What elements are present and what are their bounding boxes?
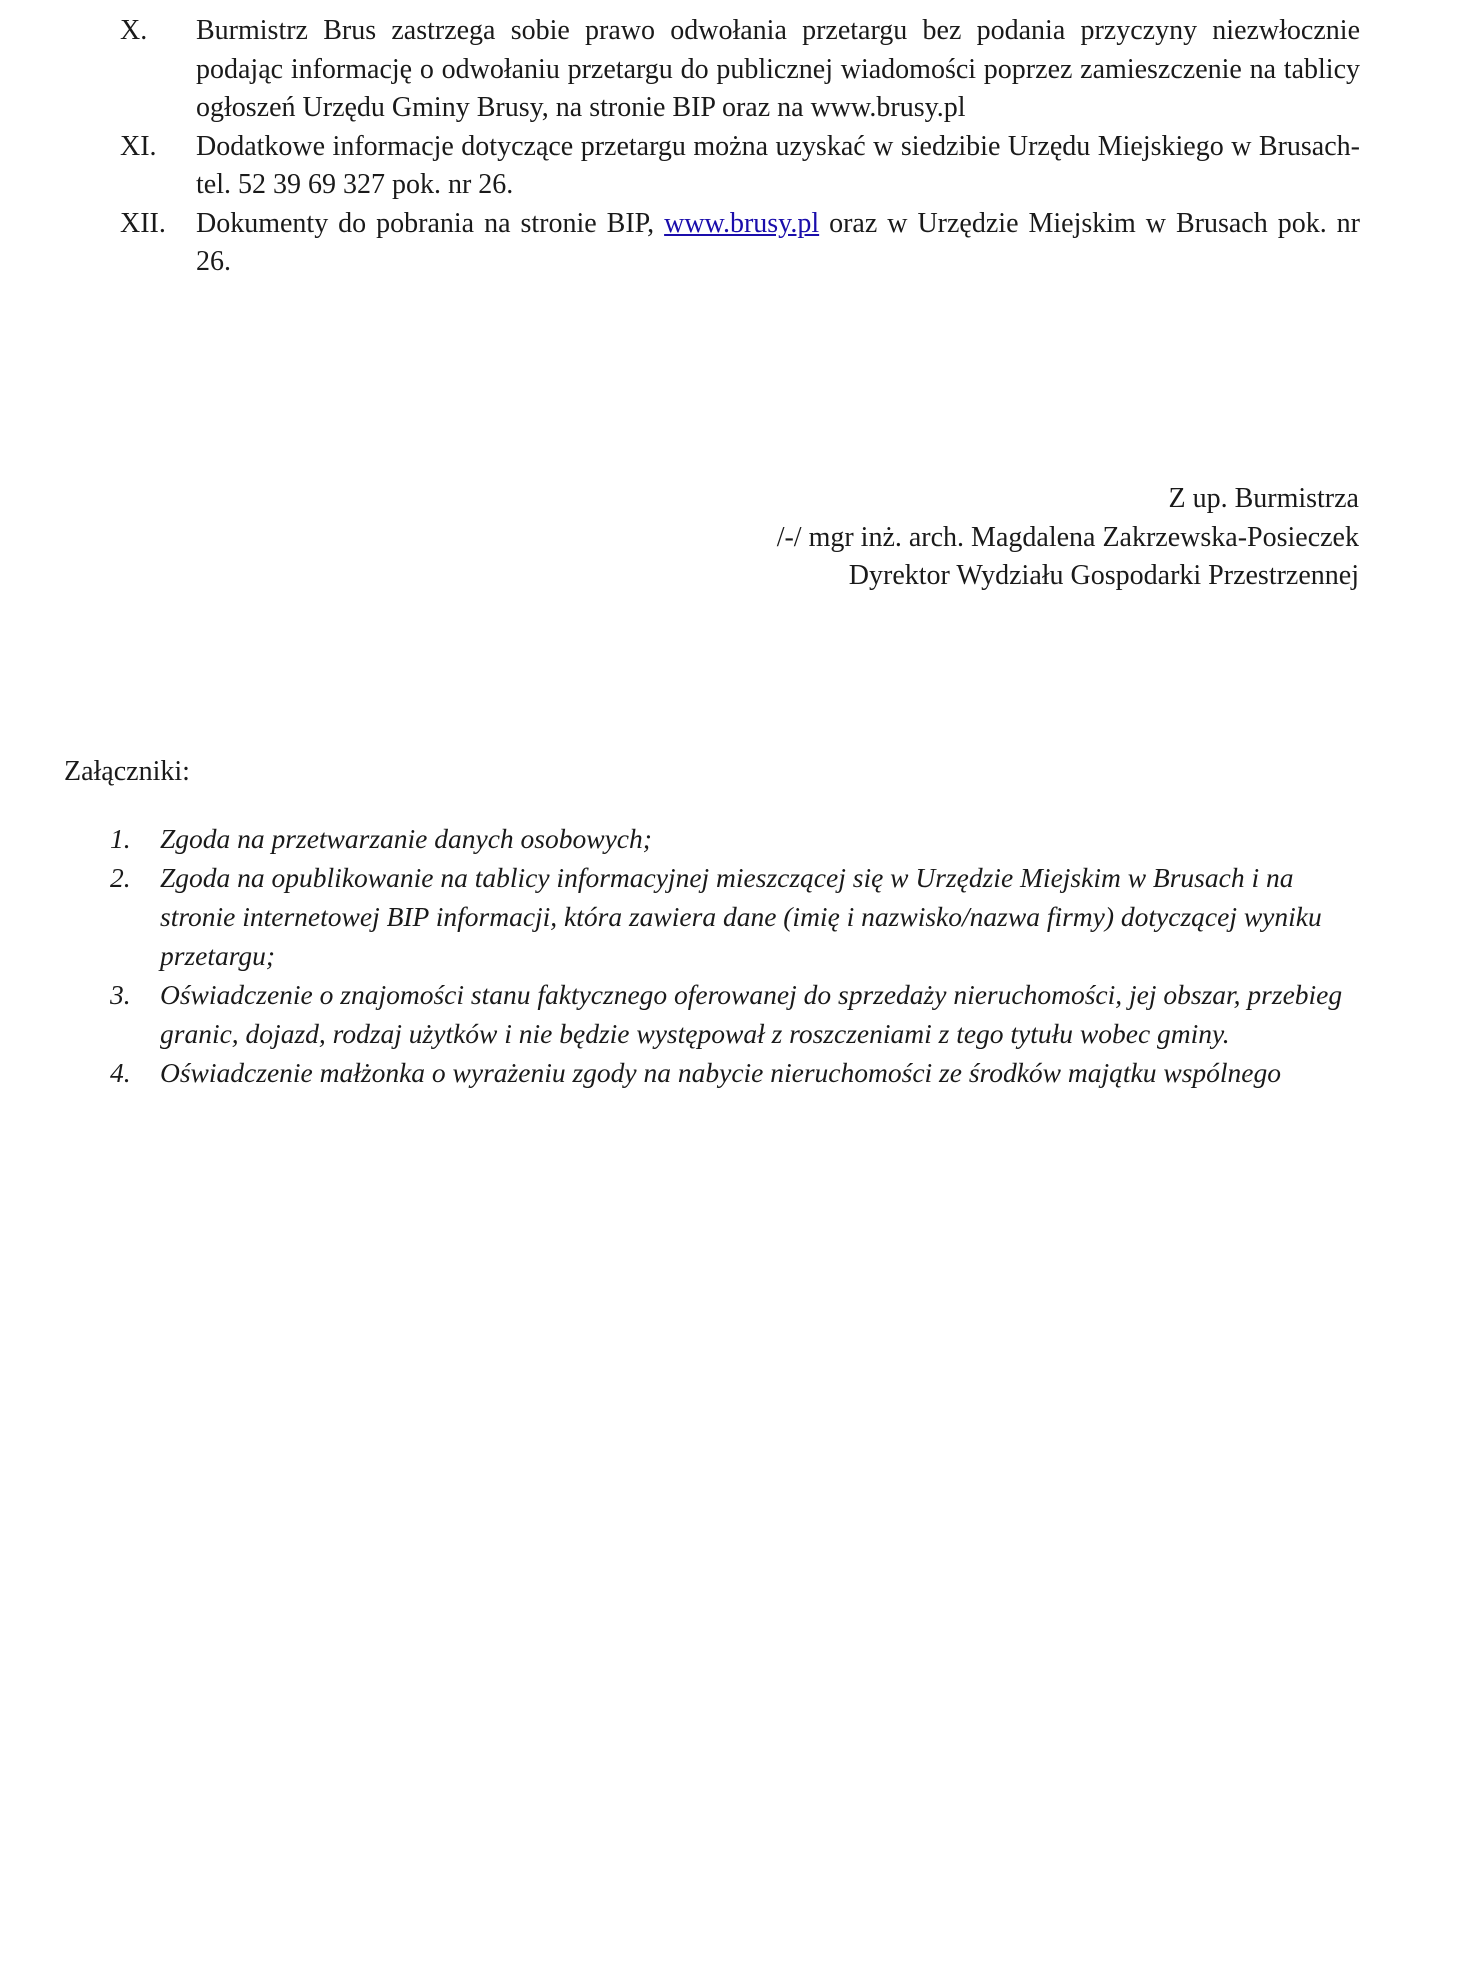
section-number: XI. — [120, 130, 157, 162]
attachment-item — [110, 1053, 1360, 1092]
attachment-number: 1. — [110, 823, 131, 854]
attachments-heading: Załączniki: — [64, 756, 190, 787]
attachment-number: 4. — [110, 1057, 131, 1088]
section-text: Burmistrz Brus zastrzega sobie prawo odwołania przetargu bez podania przyczyny niezwłocznie podając informację o odwołaniu przetargu do publicznej wiadomości poprzez zamieszczenie na tablicy ogłoszeń Urzędu Gminy Brusy, na stronie BIP oraz na www.brusy.pl — [196, 15, 1360, 123]
attachment-item — [110, 975, 1360, 1053]
attachment-number: 3. — [110, 979, 131, 1010]
signature-block — [777, 480, 1359, 596]
attachments-list — [110, 819, 1360, 1092]
section-text — [196, 205, 1360, 282]
section-xii — [120, 205, 1360, 282]
signature-authority: Z up. Burmistrza — [1168, 483, 1359, 514]
attachment-text: Zgoda na przetwarzanie danych osobowych; — [160, 823, 652, 854]
attachment-text: Zgoda na opublikowanie na tablicy informacyjnej mieszczącej się w Urzędzie Miejskim w Brusach i na stronie internetowej BIP informacji, która zawiera dane (imię i nazwisko/nazwa firmy) dotyczącej wyniku przetargu; — [160, 862, 1322, 971]
attachment-number: 2. — [110, 862, 131, 893]
section-text-before-link: Dokumenty do pobrania na stronie BIP, — [196, 207, 665, 239]
numbered-sections — [120, 12, 1360, 282]
attachment-text: Oświadczenie o znajomości stanu faktycznego oferowanej do sprzedaży nieruchomości, jej obszar, przebieg granic, dojazd, rodzaj użytków i nie będzie występował z roszczeniami z tego tytułu wobec gminy. — [160, 979, 1343, 1049]
brusy-website-link[interactable]: www.brusy.pl — [664, 207, 820, 239]
section-x — [120, 12, 1360, 128]
section-number: XII. — [120, 207, 166, 239]
attachment-item — [110, 819, 1360, 858]
section-text: Dodatkowe informacje dotyczące przetargu można uzyskać w siedzibie Urzędu Miejskiego w Brusach- tel. 52 39 69 327 pok. nr 26. — [196, 130, 1360, 200]
attachment-text: Oświadczenie małżonka o wyrażeniu zgody na nabycie nieruchomości ze środków majątku wspólnego — [160, 1057, 1281, 1088]
attachment-item — [110, 858, 1360, 975]
section-text-after-link: oraz w Urzędzie Miejskim w Brusach pok. nr 26. — [196, 207, 1360, 277]
signature-position: Dyrektor Wydziału Gospodarki Przestrzennej — [848, 560, 1359, 591]
section-xi — [120, 128, 1360, 205]
signature-name: /-/ mgr inż. arch. Magdalena Zakrzewska-Posieczek — [776, 521, 1359, 553]
section-number: X. — [120, 15, 148, 46]
